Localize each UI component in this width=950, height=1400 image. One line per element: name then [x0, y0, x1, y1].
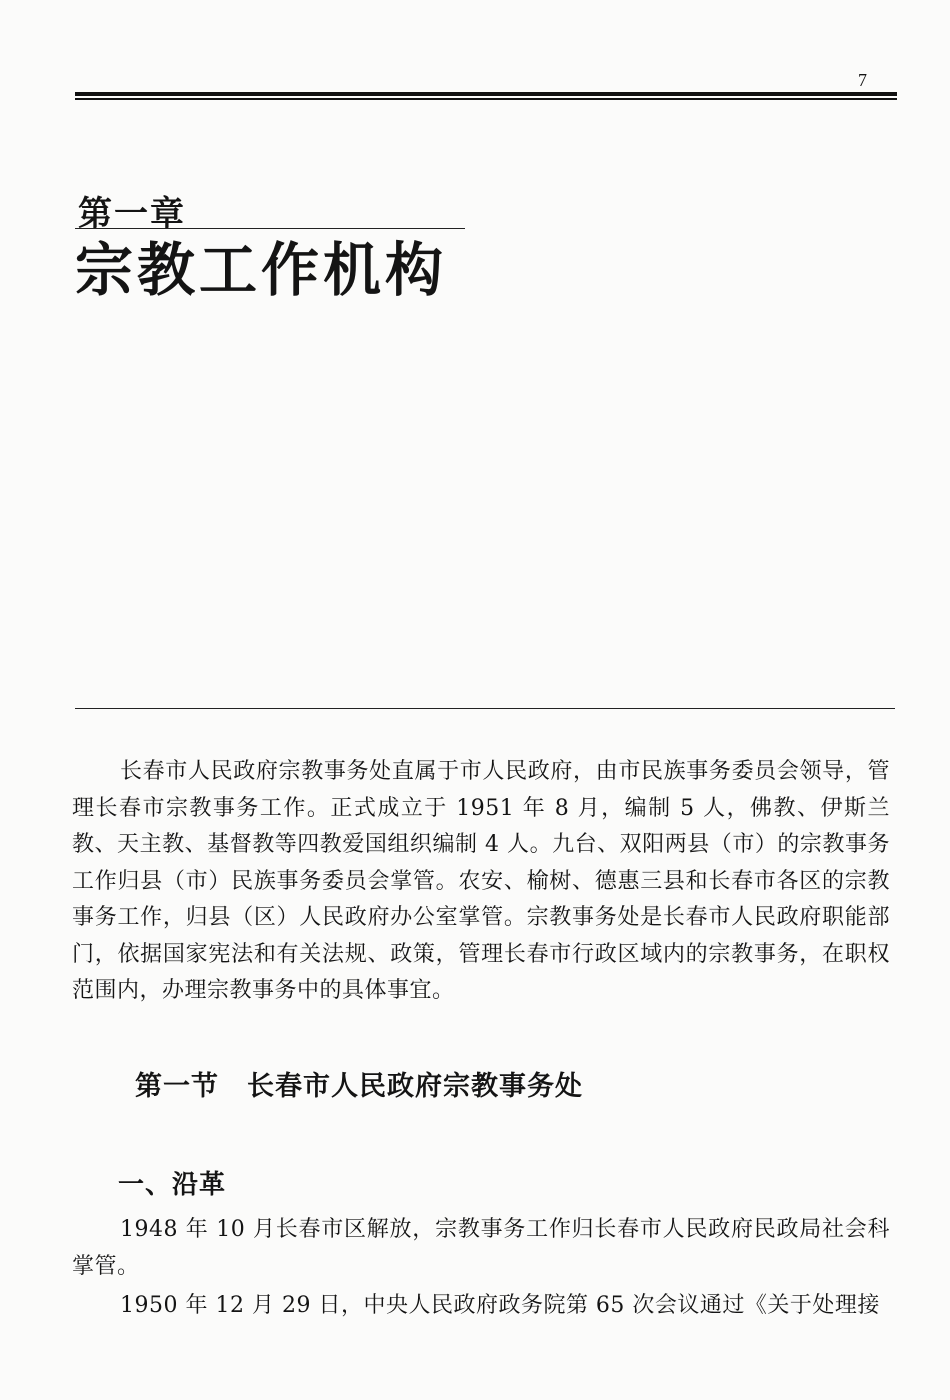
divider-rule: [75, 708, 895, 709]
subsection-heading: 一、沿革: [118, 1170, 227, 1200]
paragraph-1950: 1950 年 12 月 29 日，中央人民政府政务院第 65 次会议通过《关于处理接: [120, 1293, 880, 1318]
paragraph-1948: 1948 年 10 月长春市区解放，宗教事务工作归长春市人民政府民政局社会科掌管。: [72, 1217, 890, 1279]
chapter-title: 宗教工作机构: [75, 236, 448, 304]
chapter-underline: [75, 228, 465, 229]
section-heading: 第一节 长春市人民政府宗教事务处: [135, 1071, 583, 1102]
intro-paragraph: 长春市人民政府宗教事务处直属于市人民政府，由市民族事务委员会领导，管理长春市宗教事务工作。正式成立于 1951 年 8 月，编制 5 人，佛教、伊斯兰教、天主教、基督教等四教爱国组织编制 4 人。九台、双阳两县（市）的宗教事务工作归县（市）民族事务委员会掌管。农安、榆树、德惠三县和长春市各区的宗教事务工作，归县（区）人民政府办公室掌管。宗教事务处是长春市人民政府职能部门，依据国家宪法和有关法规、政策，管理长春市行政区域内的宗教事务，在职权范围内，办理宗教事务中的具体事宜。: [72, 759, 890, 1003]
header-double-rule: [75, 92, 897, 100]
page-number: 7: [858, 70, 867, 90]
chapter-label: 第一章: [78, 194, 186, 234]
